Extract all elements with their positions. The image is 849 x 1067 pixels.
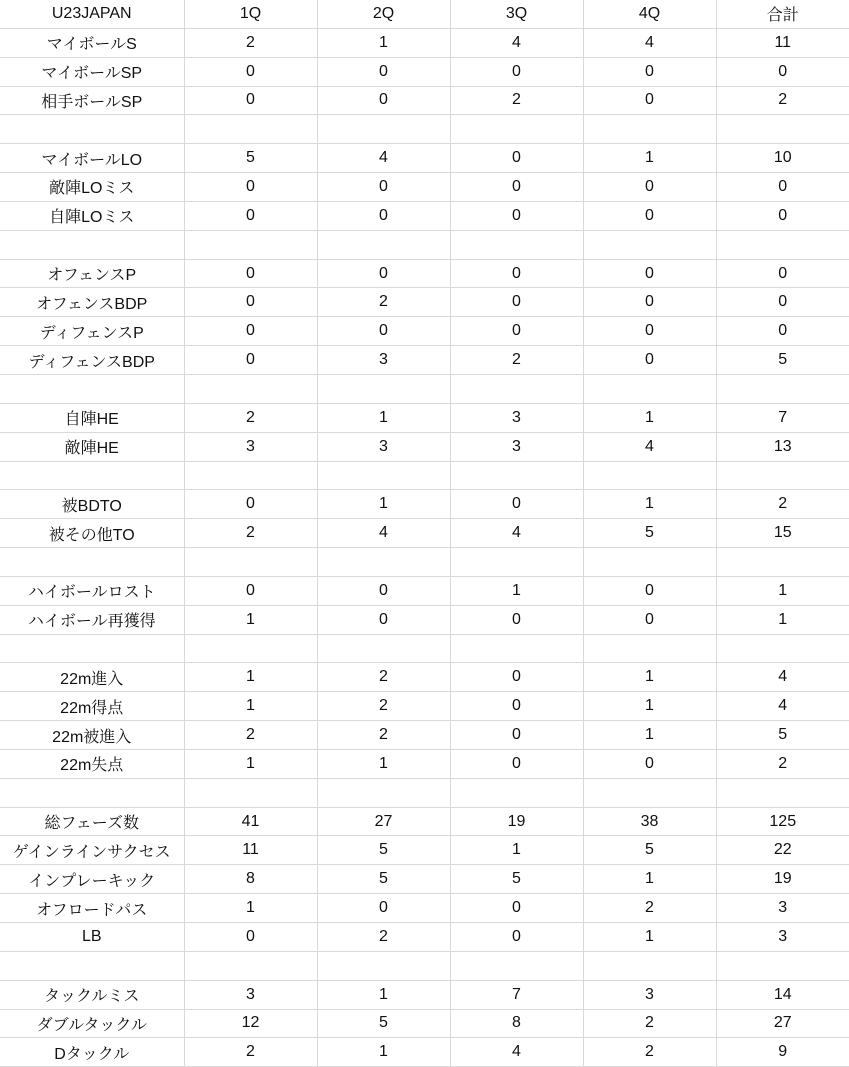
- q3-cell[interactable]: 0: [450, 288, 583, 317]
- q1-cell[interactable]: [184, 115, 317, 144]
- table-row: [0, 894, 849, 923]
- q1-cell[interactable]: [184, 951, 317, 980]
- q1-cell[interactable]: [184, 778, 317, 807]
- table-row: [0, 230, 849, 259]
- total-cell[interactable]: 125: [716, 807, 849, 836]
- q2-cell[interactable]: 0: [317, 576, 450, 605]
- q1-cell[interactable]: 0: [184, 201, 317, 230]
- table-row: [0, 374, 849, 403]
- q3-cell[interactable]: [450, 115, 583, 144]
- q4-cell[interactable]: 0: [583, 605, 716, 634]
- total-cell[interactable]: 2: [716, 86, 849, 115]
- q4-cell[interactable]: 1: [583, 490, 716, 519]
- table-header: [0, 0, 849, 28]
- table-row: [0, 259, 849, 288]
- table-row: [0, 201, 849, 230]
- row-label-cell[interactable]: 22m被進入: [0, 721, 184, 750]
- q1-cell[interactable]: 0: [184, 259, 317, 288]
- table-row: [0, 461, 849, 490]
- table-row: [0, 317, 849, 346]
- q1-cell[interactable]: [184, 230, 317, 259]
- q2-cell[interactable]: 1: [317, 28, 450, 57]
- row-label-cell[interactable]: ゲインラインサクセス: [0, 836, 184, 865]
- total-cell[interactable]: 10: [716, 144, 849, 173]
- row-label-cell[interactable]: 自陣LOミス: [0, 201, 184, 230]
- q4-cell[interactable]: 0: [583, 259, 716, 288]
- row-label-cell[interactable]: LB: [0, 923, 184, 952]
- q3-cell[interactable]: 1: [450, 836, 583, 865]
- total-cell[interactable]: 0: [716, 57, 849, 86]
- total-cell[interactable]: 11: [716, 28, 849, 57]
- table-row: [0, 923, 849, 952]
- q1-cell[interactable]: [184, 548, 317, 577]
- q1-cell[interactable]: 41: [184, 807, 317, 836]
- q3-cell[interactable]: 4: [450, 519, 583, 548]
- table-row: [0, 749, 849, 778]
- q1-cell[interactable]: 0: [184, 490, 317, 519]
- total-cell[interactable]: [716, 230, 849, 259]
- q2-cell[interactable]: [317, 374, 450, 403]
- q1-cell[interactable]: 0: [184, 86, 317, 115]
- q3-cell[interactable]: [450, 461, 583, 490]
- row-label-cell[interactable]: インプレーキック: [0, 865, 184, 894]
- row-label-cell[interactable]: ダブルタックル: [0, 1009, 184, 1038]
- row-label-cell[interactable]: マイボールLO: [0, 144, 184, 173]
- q2-cell[interactable]: 2: [317, 692, 450, 721]
- q2-cell[interactable]: 4: [317, 144, 450, 173]
- total-cell[interactable]: 0: [716, 201, 849, 230]
- q1-cell[interactable]: 5: [184, 144, 317, 173]
- row-label-cell[interactable]: [0, 461, 184, 490]
- row-label-cell[interactable]: 自陣HE: [0, 403, 184, 432]
- q1-cell[interactable]: 2: [184, 28, 317, 57]
- total-cell[interactable]: 3: [716, 923, 849, 952]
- q4-cell[interactable]: 1: [583, 663, 716, 692]
- q4-cell[interactable]: 5: [583, 836, 716, 865]
- row-label-cell[interactable]: ディフェンスBDP: [0, 346, 184, 375]
- q3-cell[interactable]: 1: [450, 576, 583, 605]
- q4-cell[interactable]: 0: [583, 173, 716, 202]
- q4-cell[interactable]: 0: [583, 201, 716, 230]
- table-row: [0, 634, 849, 663]
- row-label-cell[interactable]: 被BDTO: [0, 490, 184, 519]
- table-row: [0, 836, 849, 865]
- q3-cell[interactable]: 5: [450, 865, 583, 894]
- total-cell[interactable]: 2: [716, 749, 849, 778]
- q1-cell[interactable]: 0: [184, 57, 317, 86]
- total-cell[interactable]: [716, 461, 849, 490]
- q2-cell[interactable]: 27: [317, 807, 450, 836]
- q3-cell[interactable]: 0: [450, 894, 583, 923]
- row-label-cell[interactable]: Dタックル: [0, 1038, 184, 1067]
- q2-cell[interactable]: [317, 634, 450, 663]
- q2-cell[interactable]: 0: [317, 317, 450, 346]
- q4-cell[interactable]: 5: [583, 519, 716, 548]
- row-label-cell[interactable]: オフェンスBDP: [0, 288, 184, 317]
- total-cell[interactable]: 13: [716, 432, 849, 461]
- q4-cell[interactable]: 0: [583, 749, 716, 778]
- q1-cell[interactable]: [184, 634, 317, 663]
- q2-cell[interactable]: 2: [317, 923, 450, 952]
- row-label-cell[interactable]: [0, 778, 184, 807]
- header-q2-cell[interactable]: 2Q: [317, 0, 450, 28]
- q4-cell[interactable]: 4: [583, 432, 716, 461]
- header-row: [0, 0, 849, 28]
- q4-cell[interactable]: 0: [583, 57, 716, 86]
- q4-cell[interactable]: 38: [583, 807, 716, 836]
- q4-cell[interactable]: [583, 634, 716, 663]
- table-body: [0, 28, 849, 1066]
- q3-cell[interactable]: 8: [450, 1009, 583, 1038]
- q3-cell[interactable]: 0: [450, 721, 583, 750]
- header-team-cell[interactable]: U23JAPAN: [0, 0, 184, 28]
- q2-cell[interactable]: 1: [317, 403, 450, 432]
- q1-cell[interactable]: 1: [184, 894, 317, 923]
- q4-cell[interactable]: 1: [583, 721, 716, 750]
- q2-cell[interactable]: 0: [317, 259, 450, 288]
- row-label-cell[interactable]: 相手ボールSP: [0, 86, 184, 115]
- header-q4-cell[interactable]: 4Q: [583, 0, 716, 28]
- q4-cell[interactable]: 0: [583, 86, 716, 115]
- header-q3-cell[interactable]: 3Q: [450, 0, 583, 28]
- q2-cell[interactable]: 3: [317, 432, 450, 461]
- table-row: [0, 288, 849, 317]
- q2-cell[interactable]: 0: [317, 173, 450, 202]
- table-row: [0, 519, 849, 548]
- q2-cell[interactable]: 2: [317, 663, 450, 692]
- q3-cell[interactable]: [450, 778, 583, 807]
- q2-cell[interactable]: 1: [317, 490, 450, 519]
- row-label-cell[interactable]: タックルミス: [0, 980, 184, 1009]
- table-row: [0, 807, 849, 836]
- q3-cell[interactable]: 19: [450, 807, 583, 836]
- total-cell[interactable]: 1: [716, 605, 849, 634]
- q2-cell[interactable]: 0: [317, 86, 450, 115]
- q4-cell[interactable]: 2: [583, 1009, 716, 1038]
- q3-cell[interactable]: 2: [450, 346, 583, 375]
- row-label-cell[interactable]: マイボールSP: [0, 57, 184, 86]
- table-row: [0, 28, 849, 57]
- q3-cell[interactable]: 0: [450, 173, 583, 202]
- q3-cell[interactable]: 0: [450, 201, 583, 230]
- q3-cell[interactable]: 7: [450, 980, 583, 1009]
- q1-cell[interactable]: 0: [184, 576, 317, 605]
- q1-cell[interactable]: 11: [184, 836, 317, 865]
- table-row: [0, 144, 849, 173]
- table-row: [0, 548, 849, 577]
- q2-cell[interactable]: 0: [317, 57, 450, 86]
- q4-cell[interactable]: 0: [583, 576, 716, 605]
- q2-cell[interactable]: 1: [317, 749, 450, 778]
- q1-cell[interactable]: 1: [184, 605, 317, 634]
- total-cell[interactable]: [716, 115, 849, 144]
- table-row: [0, 115, 849, 144]
- total-cell[interactable]: 9: [716, 1038, 849, 1067]
- q2-cell[interactable]: 2: [317, 721, 450, 750]
- table-row: [0, 721, 849, 750]
- q1-cell[interactable]: 0: [184, 173, 317, 202]
- q2-cell[interactable]: [317, 951, 450, 980]
- table-row: [0, 57, 849, 86]
- q4-cell[interactable]: 3: [583, 980, 716, 1009]
- total-cell[interactable]: 0: [716, 288, 849, 317]
- q1-cell[interactable]: [184, 374, 317, 403]
- row-label-cell[interactable]: オフロードパス: [0, 894, 184, 923]
- row-label-cell[interactable]: [0, 634, 184, 663]
- q4-cell[interactable]: 1: [583, 403, 716, 432]
- q1-cell[interactable]: 2: [184, 1038, 317, 1067]
- row-label-cell[interactable]: [0, 548, 184, 577]
- total-cell[interactable]: 1: [716, 576, 849, 605]
- q4-cell[interactable]: [583, 461, 716, 490]
- q2-cell[interactable]: 5: [317, 865, 450, 894]
- row-label-cell[interactable]: [0, 951, 184, 980]
- q4-cell[interactable]: 1: [583, 692, 716, 721]
- row-label-cell[interactable]: 22m進入: [0, 663, 184, 692]
- q1-cell[interactable]: 1: [184, 663, 317, 692]
- total-cell[interactable]: 5: [716, 721, 849, 750]
- q3-cell[interactable]: 0: [450, 490, 583, 519]
- q4-cell[interactable]: 0: [583, 346, 716, 375]
- q4-cell[interactable]: [583, 374, 716, 403]
- total-cell[interactable]: [716, 778, 849, 807]
- total-cell[interactable]: 4: [716, 692, 849, 721]
- q1-cell[interactable]: [184, 461, 317, 490]
- q3-cell[interactable]: 4: [450, 1038, 583, 1067]
- q4-cell[interactable]: 1: [583, 144, 716, 173]
- q4-cell[interactable]: [583, 951, 716, 980]
- q2-cell[interactable]: [317, 778, 450, 807]
- q1-cell[interactable]: 0: [184, 288, 317, 317]
- row-label-cell[interactable]: [0, 115, 184, 144]
- total-cell[interactable]: 0: [716, 259, 849, 288]
- table-row: [0, 86, 849, 115]
- total-cell[interactable]: 22: [716, 836, 849, 865]
- q2-cell[interactable]: 0: [317, 894, 450, 923]
- total-cell[interactable]: [716, 374, 849, 403]
- total-cell[interactable]: 0: [716, 173, 849, 202]
- q2-cell[interactable]: 3: [317, 346, 450, 375]
- table-row: [0, 403, 849, 432]
- q1-cell[interactable]: 2: [184, 721, 317, 750]
- q3-cell[interactable]: 0: [450, 692, 583, 721]
- total-cell[interactable]: 4: [716, 663, 849, 692]
- total-cell[interactable]: 2: [716, 490, 849, 519]
- total-cell[interactable]: 0: [716, 317, 849, 346]
- row-label-cell[interactable]: 被その他TO: [0, 519, 184, 548]
- table-row: [0, 173, 849, 202]
- q3-cell[interactable]: 3: [450, 403, 583, 432]
- q2-cell[interactable]: [317, 461, 450, 490]
- row-label-cell[interactable]: 22m得点: [0, 692, 184, 721]
- q3-cell[interactable]: 3: [450, 432, 583, 461]
- table-row: [0, 980, 849, 1009]
- q3-cell[interactable]: [450, 230, 583, 259]
- q3-cell[interactable]: 0: [450, 605, 583, 634]
- q3-cell[interactable]: 0: [450, 663, 583, 692]
- row-label-cell[interactable]: ハイボールロスト: [0, 576, 184, 605]
- q1-cell[interactable]: 0: [184, 923, 317, 952]
- q3-cell[interactable]: 0: [450, 317, 583, 346]
- row-label-cell[interactable]: ハイボール再獲得: [0, 605, 184, 634]
- q1-cell[interactable]: 3: [184, 432, 317, 461]
- total-cell[interactable]: 27: [716, 1009, 849, 1038]
- row-label-cell[interactable]: 敵陣HE: [0, 432, 184, 461]
- row-label-cell[interactable]: 22m失点: [0, 749, 184, 778]
- q4-cell[interactable]: 4: [583, 28, 716, 57]
- q3-cell[interactable]: 0: [450, 57, 583, 86]
- q3-cell[interactable]: 0: [450, 749, 583, 778]
- total-cell[interactable]: 5: [716, 346, 849, 375]
- header-total-cell[interactable]: 合計: [716, 0, 849, 28]
- q1-cell[interactable]: 0: [184, 346, 317, 375]
- q1-cell[interactable]: 1: [184, 749, 317, 778]
- total-cell[interactable]: [716, 634, 849, 663]
- q3-cell[interactable]: 0: [450, 259, 583, 288]
- q3-cell[interactable]: 0: [450, 144, 583, 173]
- q4-cell[interactable]: 2: [583, 894, 716, 923]
- q2-cell[interactable]: [317, 230, 450, 259]
- row-label-cell[interactable]: 敵陣LOミス: [0, 173, 184, 202]
- q3-cell[interactable]: [450, 951, 583, 980]
- table-row: [0, 490, 849, 519]
- q2-cell[interactable]: 0: [317, 201, 450, 230]
- q2-cell[interactable]: 4: [317, 519, 450, 548]
- total-cell[interactable]: 14: [716, 980, 849, 1009]
- total-cell[interactable]: 15: [716, 519, 849, 548]
- q4-cell[interactable]: 1: [583, 865, 716, 894]
- q2-cell[interactable]: [317, 548, 450, 577]
- q3-cell[interactable]: 0: [450, 923, 583, 952]
- table-row: [0, 346, 849, 375]
- q4-cell[interactable]: 2: [583, 1038, 716, 1067]
- q1-cell[interactable]: 2: [184, 403, 317, 432]
- table-row: [0, 663, 849, 692]
- q4-cell[interactable]: 0: [583, 317, 716, 346]
- row-label-cell[interactable]: ディフェンスP: [0, 317, 184, 346]
- q2-cell[interactable]: [317, 115, 450, 144]
- total-cell[interactable]: [716, 951, 849, 980]
- q1-cell[interactable]: 0: [184, 317, 317, 346]
- q2-cell[interactable]: 5: [317, 1009, 450, 1038]
- q3-cell[interactable]: [450, 374, 583, 403]
- table-row: [0, 605, 849, 634]
- total-cell[interactable]: 19: [716, 865, 849, 894]
- q2-cell[interactable]: 5: [317, 836, 450, 865]
- q2-cell[interactable]: 0: [317, 605, 450, 634]
- table-row: [0, 576, 849, 605]
- q4-cell[interactable]: [583, 548, 716, 577]
- q1-cell[interactable]: 8: [184, 865, 317, 894]
- table-row: [0, 1009, 849, 1038]
- table-row: [0, 778, 849, 807]
- header-q1-cell[interactable]: 1Q: [184, 0, 317, 28]
- total-cell[interactable]: 3: [716, 894, 849, 923]
- table-row: [0, 432, 849, 461]
- q4-cell[interactable]: [583, 115, 716, 144]
- q2-cell[interactable]: 2: [317, 288, 450, 317]
- q3-cell[interactable]: 4: [450, 28, 583, 57]
- q3-cell[interactable]: [450, 634, 583, 663]
- q4-cell[interactable]: 1: [583, 923, 716, 952]
- row-label-cell[interactable]: [0, 374, 184, 403]
- q3-cell[interactable]: 2: [450, 86, 583, 115]
- row-label-cell[interactable]: オフェンスP: [0, 259, 184, 288]
- q4-cell[interactable]: [583, 778, 716, 807]
- q2-cell[interactable]: 1: [317, 980, 450, 1009]
- table-row: [0, 951, 849, 980]
- total-cell[interactable]: [716, 548, 849, 577]
- q1-cell[interactable]: 3: [184, 980, 317, 1009]
- q4-cell[interactable]: [583, 230, 716, 259]
- q1-cell[interactable]: 12: [184, 1009, 317, 1038]
- q2-cell[interactable]: 1: [317, 1038, 450, 1067]
- table-row: [0, 1038, 849, 1067]
- q1-cell[interactable]: 2: [184, 519, 317, 548]
- table-row: [0, 692, 849, 721]
- total-cell[interactable]: 7: [716, 403, 849, 432]
- q3-cell[interactable]: [450, 548, 583, 577]
- table-row: [0, 865, 849, 894]
- row-label-cell[interactable]: 総フェーズ数: [0, 807, 184, 836]
- row-label-cell[interactable]: [0, 230, 184, 259]
- row-label-cell[interactable]: マイボールS: [0, 28, 184, 57]
- q4-cell[interactable]: 0: [583, 288, 716, 317]
- q1-cell[interactable]: 1: [184, 692, 317, 721]
